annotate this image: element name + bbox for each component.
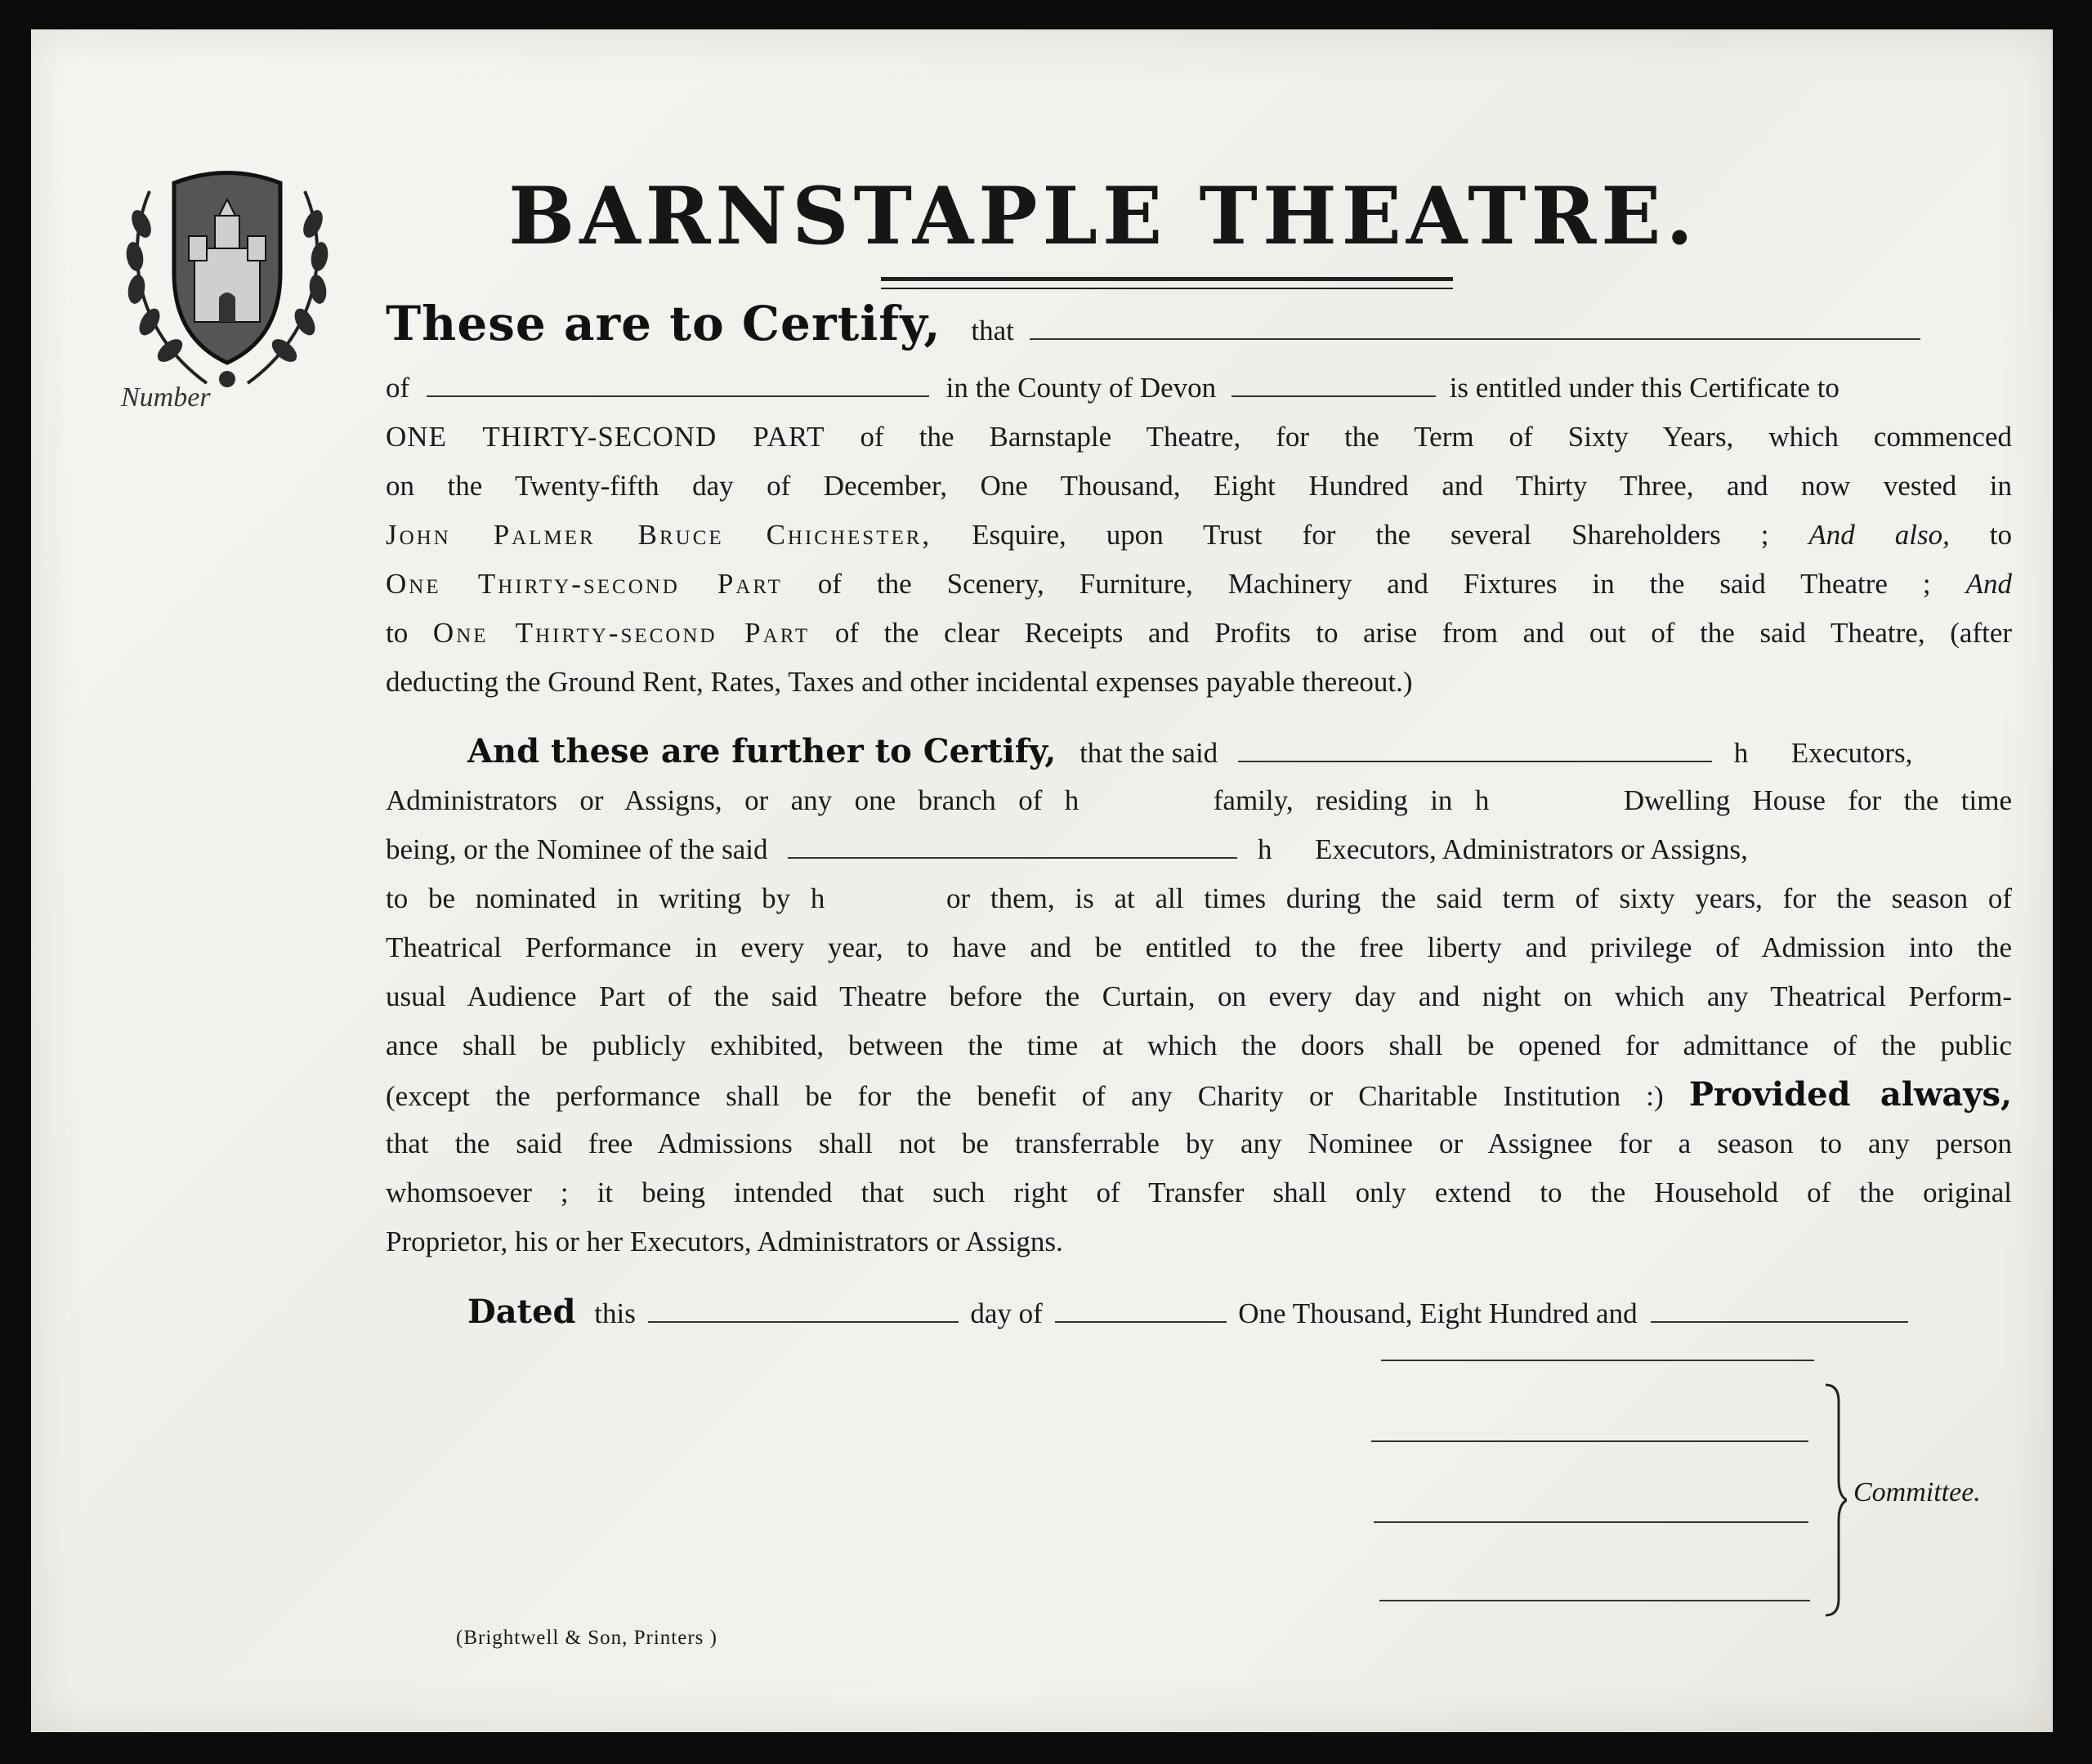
committee-signature-line-3[interactable] [1374,1521,1808,1523]
p1-line-6: deducting the Ground Rent, Rates, Taxes and other incidental expenses payable thereout.) [386,666,1413,698]
certify-heading: These are to Certify, [386,296,941,351]
p2-line-10: whomsoever ; it being intended that such right of Transfer shall only extend to the Household of the original [386,1177,2012,1208]
p2-line-11: Proprietor, his or her Executors, Administrators or Assigns. [386,1226,1063,1257]
p1-line-2: on the Twenty-fifth day of December, One Thousand, Eight Hundred and Thirty Three, and now vested in [386,470,2012,502]
p1-line-1: ONE THIRTY-SECOND PART of the Barnstaple Theatre, for the Term of Sixty Years, which commenced [386,421,2012,453]
committee-signature-line-4[interactable] [1379,1600,1810,1601]
provided-always-heading: Provided always, [1688,1075,2012,1114]
p2-line-7: ance shall be publicly exhibited, between the time at which the doors shall be opened for admittance of the public [386,1029,2012,1061]
place-field[interactable] [427,371,929,397]
dated-line: Dated this day of One Thousand, Eight Hundred and [386,1294,2012,1332]
dated-heading: Dated [467,1293,576,1331]
title-rule-thick [881,277,1453,281]
p1-line-3: John Palmer Bruce Chichester, Esquire, upon Trust for the several Shareholders ; And also, to [386,519,2012,551]
certificate-sheet [31,29,2053,1732]
that-text: that [971,315,1014,346]
p1-line-5: to One Thirty-second Part of the clear Receipts and Profits to arise from and out of the said Theatre, (after [386,617,2013,649]
certificate-title: BARNSTAPLE THEATRE. [508,170,1698,262]
title-rule-thin [881,288,1453,289]
p2-line-1: And these are further to Certify, that the said h Executors, [467,732,1913,770]
p2-line-6: usual Audience Part of the said Theatre before the Curtain, on every day and night on which any Theatrical Perform- [386,980,2012,1012]
date-month-field[interactable] [1055,1297,1227,1323]
heading-line [386,296,2012,351]
p2-line-2: Administrators or Assigns, or any one branch of h family, residing in h Dwelling House for the time [386,784,2012,816]
printer-imprint: (Brightwell & Son, Printers ) [456,1627,717,1649]
parish-field[interactable] [1232,371,1436,397]
p1-line-4: One Thirty-second Part of the Scenery, Furniture, Machinery and Fixtures in the said Theatre ; And [386,568,2013,600]
date-day-field[interactable] [648,1297,959,1323]
p2-line-8: (except the performance shall be for the benefit of any Charity or Charitable Institution :) Provided always, [386,1075,2012,1114]
date-year-field[interactable] [1651,1297,1908,1323]
committee-label: Committee. [1853,1477,1981,1507]
p2-line-9: that the said free Admissions shall not be transferrable by any Nominee or Assignee for a season to any person [386,1128,2012,1159]
number-label: Number [121,382,211,413]
said-name-field-1[interactable] [1238,736,1712,762]
said-name-field-2[interactable] [788,833,1237,859]
committee-signature-line-2[interactable] [1371,1440,1808,1442]
further-certify-heading: And these are further to Certify, [467,732,1057,770]
p2-line-5: Theatrical Performance in every year, to have and be entitled to the free liberty and privilege of Admission into the [386,931,2012,963]
p1-line-0: of in the County of Devon is entitled under this Certificate to [386,372,1839,404]
p2-line-3: being, or the Nominee of the said h Executors, Administrators or Assigns, [386,833,1748,865]
committee-brace [1822,1382,1847,1619]
committee-signature-line-1[interactable] [1381,1360,1814,1361]
holder-name-field[interactable] [1030,314,1920,340]
p2-line-4: to be nominated in writing by h or them, is at all times during the said term of sixty years, for the season of [386,882,2012,914]
